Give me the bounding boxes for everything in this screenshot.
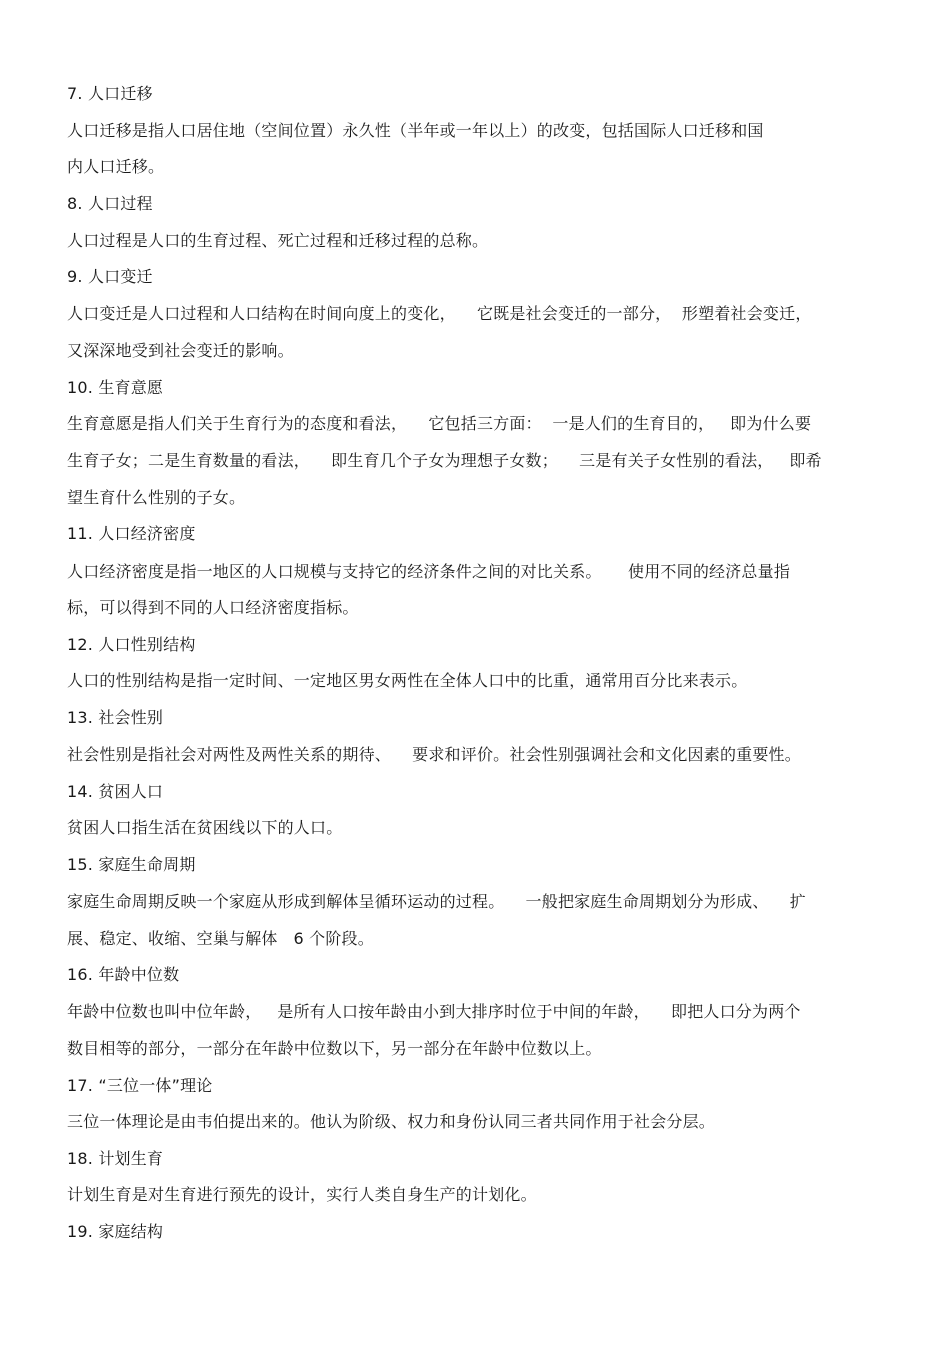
entry-heading: 10. 生育意愿 xyxy=(67,378,164,397)
entry-text-line: 贫困人口指生活在贫困线以下的人口。 xyxy=(67,818,343,837)
entry-text-line: 三位一体理论是由韦伯提出来的。他认为阶级、权力和身份认同三者共同作用于社会分层。 xyxy=(67,1112,716,1131)
entry-heading: 8. 人口过程 xyxy=(67,194,153,213)
entry-text-line: 人口过程是人口的生育过程、死亡过程和迁移过程的总称。 xyxy=(67,231,489,250)
entry-text-line: 生育意愿是指人们关于生育行为的态度和看法， 它包括三方面： 一是人们的生育目的， 即为什么要 xyxy=(67,414,812,433)
entry-text-line: 又深深地受到社会变迁的影响。 xyxy=(67,341,294,360)
entry-heading: 12. 人口性别结构 xyxy=(67,635,196,654)
entry-text-line: 年龄中位数也叫中位年龄， 是所有人口按年龄由小到大排序时位于中间的年龄， 即把人口分为两个 xyxy=(67,1002,801,1021)
entry-text-line: 内人口迁移。 xyxy=(67,157,165,176)
entry-heading: 7. 人口迁移 xyxy=(67,84,153,103)
entry-heading: 13. 社会性别 xyxy=(67,708,164,727)
entry-heading: 16. 年龄中位数 xyxy=(67,965,180,984)
entry-text-line: 生育子女；二是生育数量的看法， 即生育几个子女为理想子女数； 三是有关子女性别的看法， 即希 xyxy=(67,451,822,470)
entry-heading: 15. 家庭生命周期 xyxy=(67,855,196,874)
entry-text-line: 社会性别是指社会对两性及两性关系的期待、 要求和评价。社会性别强调社会和文化因素的重要性。 xyxy=(67,745,801,764)
entry-text-line: 家庭生命周期反映一个家庭从形成到解体呈循环运动的过程。 一般把家庭生命周期划分为形成、 扩 xyxy=(67,892,806,911)
entry-text-line: 人口的性别结构是指一定时间、一定地区男女两性在全体人口中的比重，通常用百分比来表示。 xyxy=(67,671,748,690)
entry-text-line: 计划生育是对生育进行预先的设计，实行人类自身生产的计划化。 xyxy=(67,1185,537,1204)
entry-heading: 17. “三位一体”理论 xyxy=(67,1076,213,1095)
entry-text-line: 人口经济密度是指一地区的人口规模与支持它的经济条件之间的对比关系。 使用不同的经济总量指 xyxy=(67,562,791,581)
entry-text-line: 数目相等的部分，一部分在年龄中位数以下，另一部分在年龄中位数以上。 xyxy=(67,1039,602,1058)
entry-text-line: 标，可以得到不同的人口经济密度指标。 xyxy=(67,598,359,617)
entry-heading: 19. 家庭结构 xyxy=(67,1222,164,1241)
entry-heading: 11. 人口经济密度 xyxy=(67,524,196,543)
entry-heading: 14. 贫困人口 xyxy=(67,782,164,801)
entry-text-line: 展、稳定、收缩、空巢与解体 6 个阶段。 xyxy=(67,929,374,948)
entry-text-line: 人口变迁是人口过程和人口结构在时间向度上的变化， 它既是社会变迁的一部分， 形塑着社会变迁， xyxy=(67,304,812,323)
entry-text-line: 望生育什么性别的子女。 xyxy=(67,488,246,507)
entry-heading: 9. 人口变迁 xyxy=(67,267,153,286)
entry-text-line: 人口迁移是指人口居住地（空间位置）永久性（半年或一年以上）的改变，包括国际人口迁移和国 xyxy=(67,121,764,140)
entry-heading: 18. 计划生育 xyxy=(67,1149,164,1168)
